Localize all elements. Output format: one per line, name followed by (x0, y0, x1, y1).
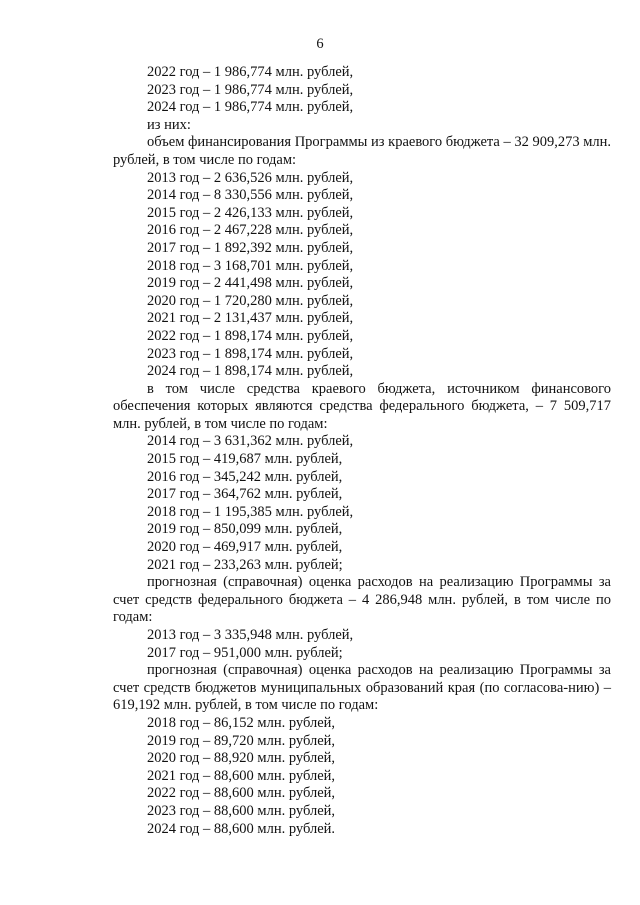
federal-source-paragraph: в том числе средства краевого бюджета, источником финансового обеспечения которых являются средства федерального бюджета, – 7 509,717 млн. рублей, в том числе по годам: (113, 380, 611, 432)
funding-list-2022-2024 (113, 64, 611, 134)
list-item: 2018 год – 3 168,701 млн. рублей, (147, 257, 354, 274)
list-item: 2019 год – 2 441,498 млн. рублей, (147, 275, 354, 292)
list-item: 2023 год – 1 986,774 млн. рублей, (147, 81, 354, 98)
list-item: 2014 год – 3 631,362 млн. рублей, (147, 433, 354, 450)
list-item: из них: (147, 116, 191, 133)
list-item: 2023 год – 1 898,174 млн. рублей, (147, 345, 354, 362)
list-item: 2022 год – 1 986,774 млн. рублей, (147, 64, 354, 80)
regional-budget-list (113, 170, 611, 381)
list-item: 2019 год – 850,099 млн. рублей, (147, 521, 343, 538)
list-item: 2017 год – 364,762 млн. рублей, (147, 486, 343, 503)
list-item: 2024 год – 88,600 млн. рублей. (147, 820, 336, 837)
municipal-budget-forecast-paragraph: прогнозная (справочная) оценка расходов на реализацию Программы за счет средств бюджетов муниципальных образований края (по согласова-нию) – 619,192 млн. рублей, в том числе по годам: (113, 662, 611, 714)
list-item: 2020 год – 88,920 млн. рублей, (147, 750, 336, 767)
federal-budget-forecast-paragraph: прогнозная (справочная) оценка расходов на реализацию Программы за счет средств федерального бюджета – 4 286,948 млн. рублей, в том числе по годам: (113, 574, 611, 626)
list-item: 2013 год – 2 636,526 млн. рублей, (147, 169, 354, 186)
regional-budget-paragraph: объем финансирования Программы из краевого бюджета – 32 909,273 млн. рублей, в том числе по годам: (113, 134, 612, 168)
list-item: 2022 год – 88,600 млн. рублей, (147, 785, 336, 802)
document-body (113, 64, 611, 838)
list-item: 2020 год – 1 720,280 млн. рублей, (147, 292, 354, 309)
list-item: 2021 год – 2 131,437 млн. рублей, (147, 310, 354, 327)
list-item: 2018 год – 1 195,385 млн. рублей, (147, 503, 354, 520)
list-item: 2020 год – 469,917 млн. рублей, (147, 539, 343, 556)
list-item: 2014 год – 8 330,556 млн. рублей, (147, 187, 354, 204)
list-item: 2019 год – 89,720 млн. рублей, (147, 732, 336, 749)
list-item: 2023 год – 88,600 млн. рублей, (147, 802, 336, 819)
federal-source-list (113, 433, 611, 574)
municipal-budget-forecast-list (113, 715, 611, 838)
list-item: 2021 год – 233,263 млн. рублей; (147, 556, 343, 573)
list-item: 2017 год – 951,000 млн. рублей; (147, 644, 343, 661)
list-item: 2017 год – 1 892,392 млн. рублей, (147, 239, 354, 256)
list-item: 2024 год – 1 986,774 млн. рублей, (147, 99, 354, 116)
list-item: 2022 год – 1 898,174 млн. рублей, (147, 327, 354, 344)
page-number: 6 (316, 36, 324, 52)
list-item: 2015 год – 419,687 млн. рублей, (147, 451, 343, 468)
list-item: 2024 год – 1 898,174 млн. рублей, (147, 363, 354, 380)
list-item: 2015 год – 2 426,133 млн. рублей, (147, 204, 354, 221)
list-item: 2016 год – 345,242 млн. рублей, (147, 468, 343, 485)
list-item: 2016 год – 2 467,228 млн. рублей, (147, 222, 354, 239)
list-item: 2018 год – 86,152 млн. рублей, (147, 714, 336, 731)
federal-budget-forecast-list (113, 627, 611, 662)
list-item: 2013 год – 3 335,948 млн. рублей, (147, 627, 354, 643)
list-item: 2021 год – 88,600 млн. рублей, (147, 767, 336, 784)
